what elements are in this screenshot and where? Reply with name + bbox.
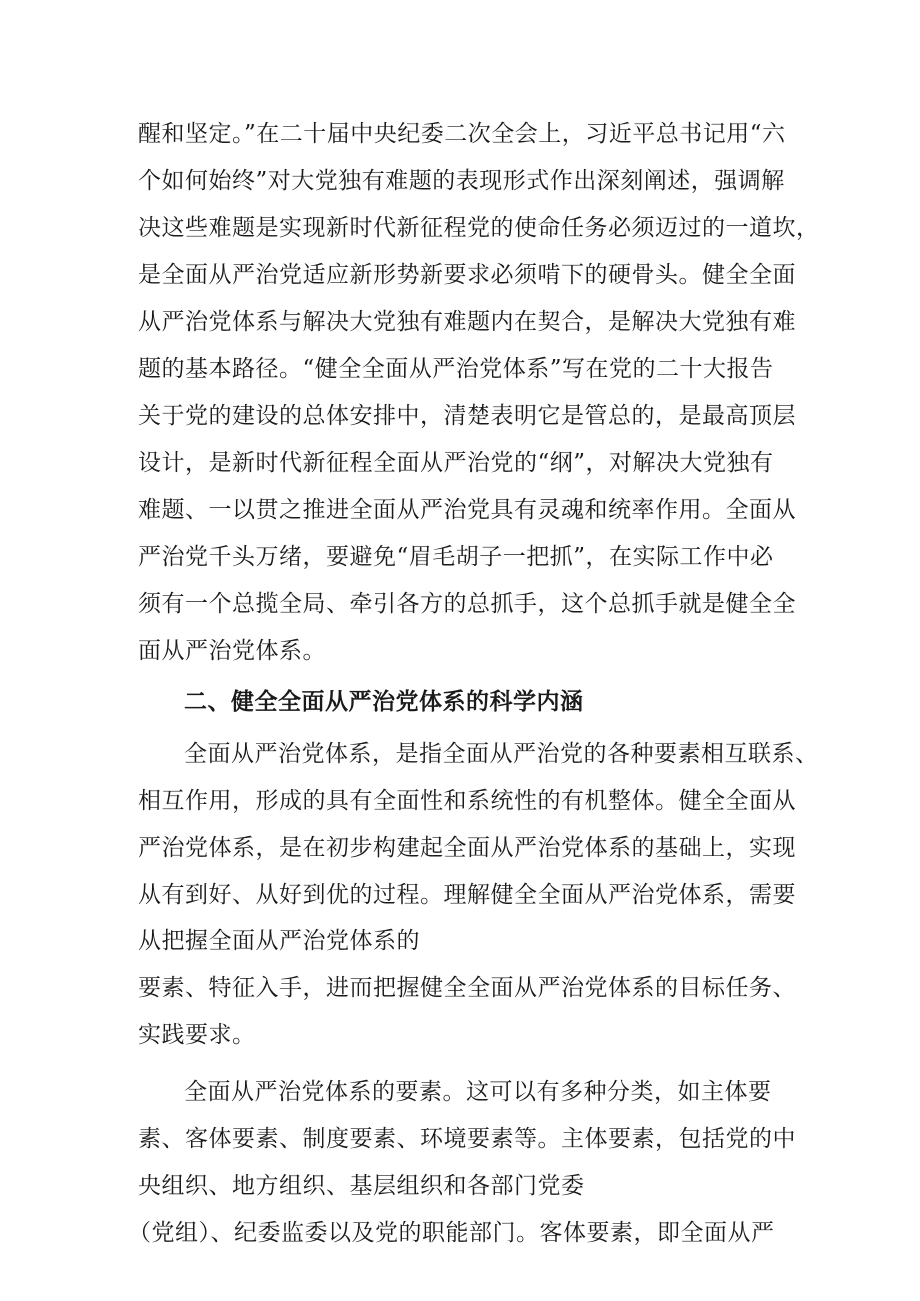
text-line: 从严治党体系与解决大党独有难题内在契合，是解决大党独有难 (138, 309, 796, 335)
text-line: 要素、特征入手，进而把握健全全面从严治党体系的目标任务、 (138, 975, 796, 1001)
text-line: 难题、一以贯之推进全面从严治党具有灵魂和统率作用。全面从 (138, 497, 796, 523)
text-line: 设计，是新时代新征程全面从严治党的“纲”，对解决大党独有 (138, 450, 774, 476)
text-line: 全面从严治党体系的要素。这可以有多种分类，如主体要 (184, 1079, 772, 1105)
text-line: 面从严治党体系。 (138, 638, 326, 664)
text-line: （党组）、纪委监委以及党的职能部门。客体要素，即全面从严 (128, 1220, 775, 1246)
text-line: 素、客体要素、制度要素、环境要素等。主体要素，包括党的中 (138, 1126, 796, 1152)
text-line: 实践要求。 (138, 1022, 256, 1048)
text-line: 央组织、地方组织、基层组织和各部门党委 (138, 1173, 585, 1199)
text-line: 醒和坚定。”在二十届中央纪委二次全会上，习近平总书记用“六 (138, 121, 786, 147)
text-line: 关于党的建设的总体安排中，清楚表明它是管总的，是最高顶层 (138, 403, 796, 429)
text-line: 须有一个总揽全局、牵引各方的总抓手，这个总抓手就是健全全 (138, 591, 796, 617)
text-line: 个如何始终”对大党独有难题的表现形式作出深刻阐述，强调解 (138, 168, 785, 194)
text-line: 是全面从严治党适应新形势新要求必须啃下的硬骨头。健全全面 (138, 262, 796, 288)
section-heading: 二、健全全面从严治党体系的科学内涵 (184, 689, 584, 715)
text-line: 从有到好、从好到优的过程。理解健全全面从严治党体系，需要 (138, 882, 796, 908)
text-line: 决这些难题是实现新时代新征程党的使命任务必须迈过的一道坎， (138, 215, 820, 241)
text-line: 题的基本路径。“健全全面从严治党体系”写在党的二十大报告 (138, 356, 774, 382)
text-line: 全面从严治党体系，是指全面从严治党的各种要素相互联系、 (184, 741, 819, 767)
text-line: 从把握全面从严治党体系的 (138, 928, 420, 954)
text-line: 相互作用，形成的具有全面性和系统性的有机整体。健全全面从 (138, 788, 796, 814)
text-line: 严治党体系，是在初步构建起全面从严治党体系的基础上，实现 (138, 835, 796, 861)
text-line: 严治党千头万绪，要避免“眉毛胡子一把抓”，在实际工作中必 (138, 544, 774, 570)
